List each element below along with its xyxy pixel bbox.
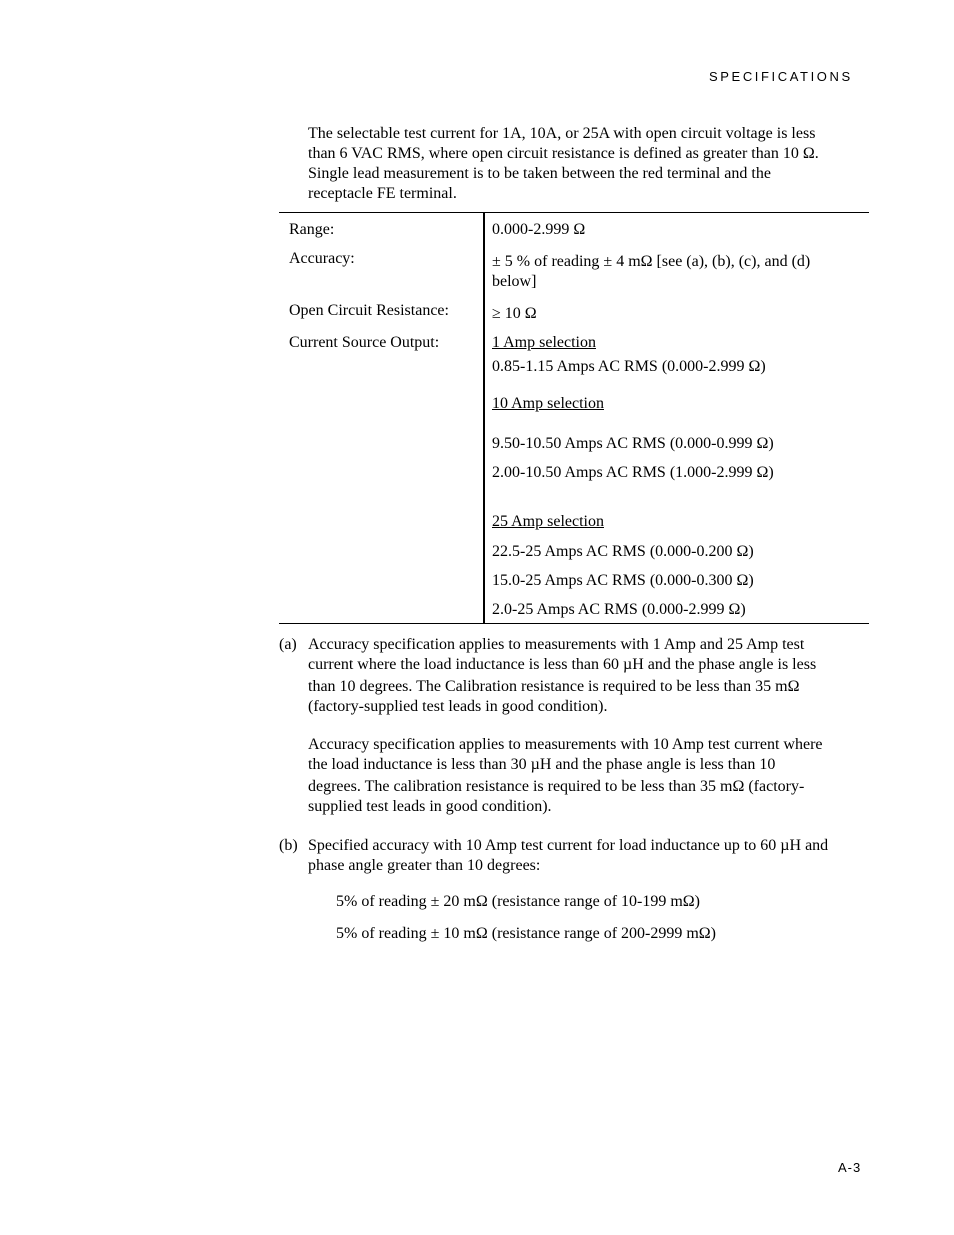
note-b-line: Specified accuracy with 10 Amp test current for load inductance up to 60 µH and (308, 837, 829, 854)
selection-25-amp-title: 25 Amp selection (492, 513, 604, 530)
note-a-para2-line: supplied test leads in good condition). (308, 798, 552, 815)
note-a-para2-line: the load inductance is less than 30 µH and the phase angle is less than 10 (308, 756, 776, 773)
specifications-table (279, 212, 869, 624)
accuracy-label: Accuracy: (289, 250, 355, 267)
table-column-divider (483, 213, 485, 623)
selection-10-amp-title: 10 Amp selection (492, 395, 604, 412)
note-a-line: Accuracy specification applies to measurements with 1 Amp and 25 Amp test (308, 636, 805, 653)
selection-10-amp-line: 9.50-10.50 Amps AC RMS (0.000-0.999 Ω) (492, 435, 774, 452)
accuracy-formula: 5% of reading ± 20 mΩ (resistance range of 10-199 mΩ) (336, 893, 701, 910)
selection-1-amp-line: 0.85-1.15 Amps AC RMS (0.000-2.999 Ω) (492, 358, 766, 375)
intro-line: Single lead measurement is to be taken between the red terminal and the (308, 165, 771, 182)
selection-25-amp-line: 22.5-25 Amps AC RMS (0.000-0.200 Ω) (492, 543, 754, 560)
note-a-line: than 10 degrees. The Calibration resistance is required to be less than 35 mΩ (308, 678, 800, 695)
selection-25-amp-line: 15.0-25 Amps AC RMS (0.000-0.300 Ω) (492, 572, 754, 589)
note-a-para2-line: degrees. The calibration resistance is required to be less than 35 mΩ (factory- (308, 778, 805, 795)
selection-10-amp-line: 2.00-10.50 Amps AC RMS (1.000-2.999 Ω) (492, 464, 774, 481)
page-number: A-3 (838, 1160, 862, 1175)
note-a-text (308, 635, 871, 717)
intro-line: than 6 VAC RMS, where open circuit resistance is defined as greater than 10 Ω. (308, 145, 819, 162)
current-source-label: Current Source Output: (289, 334, 440, 351)
range-value: 0.000-2.999 Ω (492, 221, 586, 238)
note-a-para2-line: Accuracy specification applies to measurements with 10 Amp test current where (308, 736, 823, 753)
note-a-marker: (a) (279, 636, 297, 653)
note-a-line: (factory-supplied test leads in good condition). (308, 698, 608, 715)
note-b-line: phase angle greater than 10 degrees: (308, 857, 541, 874)
open-circuit-value: ≥ 10 Ω (492, 305, 537, 322)
accuracy-value-line: ± 5 % of reading ± 4 mΩ [see (a), (b), (c), and (d) (492, 253, 811, 270)
note-b-marker: (b) (279, 837, 298, 854)
intro-line: receptacle FE terminal. (308, 185, 457, 202)
note-a-line: current where the load inductance is less than 60 µH and the phase angle is less (308, 656, 817, 673)
running-header: SPECIFICATIONS (709, 69, 853, 84)
range-label: Range: (289, 221, 335, 238)
accuracy-value-line: below] (492, 273, 537, 290)
open-circuit-label: Open Circuit Resistance: (289, 302, 449, 319)
note-a-paragraph-2 (308, 735, 868, 817)
accuracy-formula: 5% of reading ± 10 mΩ (resistance range of 200-2999 mΩ) (336, 925, 717, 942)
selection-25-amp-line: 2.0-25 Amps AC RMS (0.000-2.999 Ω) (492, 601, 746, 618)
intro-line: The selectable test current for 1A, 10A, or 25A with open circuit voltage is less (308, 125, 816, 142)
selection-1-amp-title: 1 Amp selection (492, 334, 596, 351)
intro-paragraph (308, 124, 868, 204)
note-b-text (308, 836, 871, 876)
